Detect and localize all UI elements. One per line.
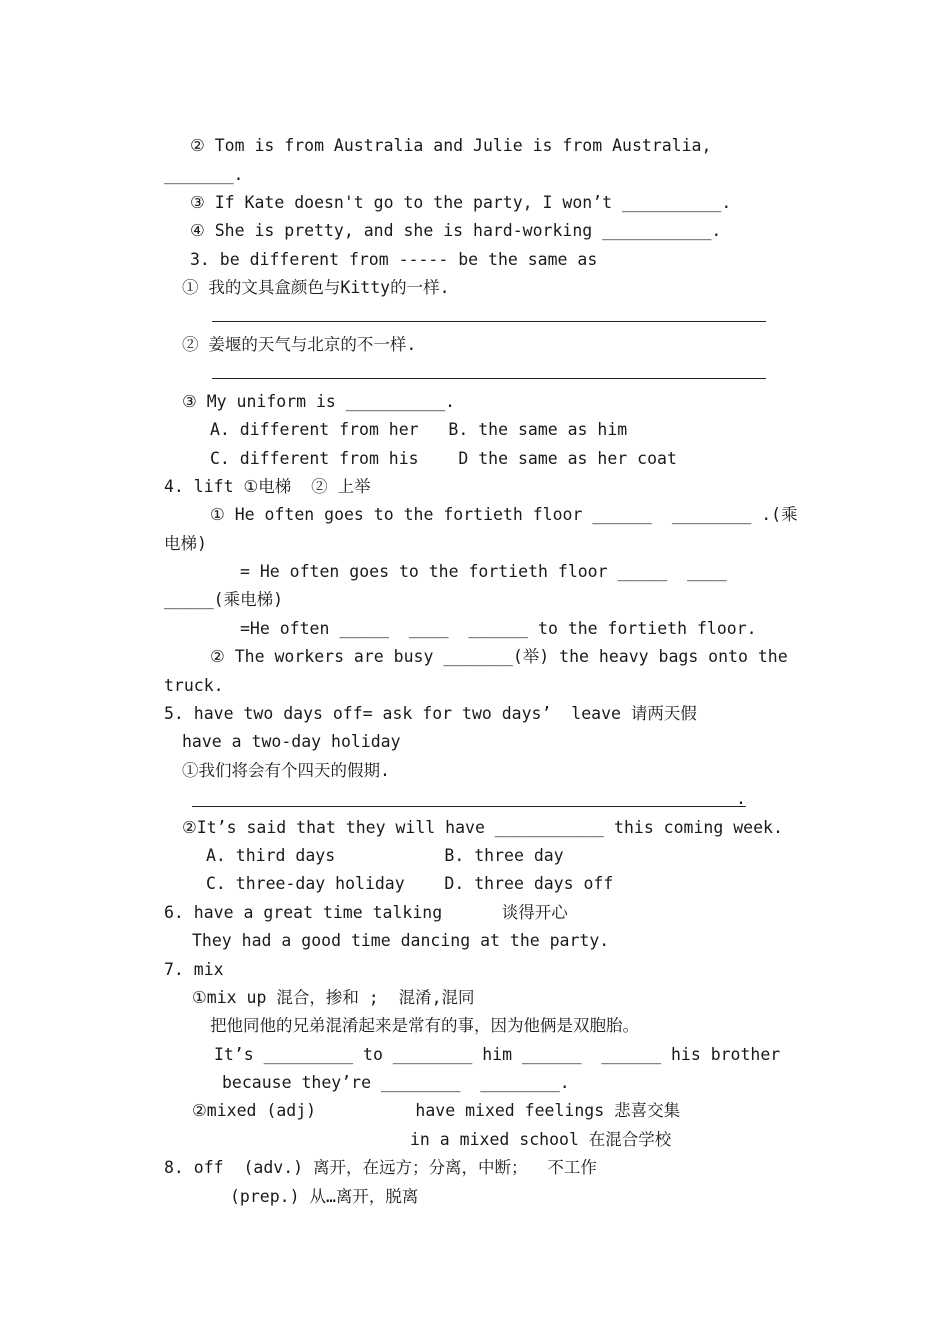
text-line-20: ②It’s said that they will have ___________ this coming week. [182,818,783,837]
text-line-18: have a two-day holiday [182,732,401,751]
text-line-17: 5. have two days off= ask for two days’ leave 请两天假 [164,704,697,723]
text-line-26: It’s _________ to ________ him ______ ______ his brother [214,1045,781,1064]
text-line-27: because they’re ________ ________. [222,1073,570,1092]
text-line-12: = He often goes to the fortieth floor _____ ____ [240,562,727,581]
text-line-8: ③ My uniform is __________. [182,392,456,411]
text-line-31: (prep.) 从…离开，脱离 [230,1187,419,1206]
text-line-11: 电梯) [164,534,207,553]
text-line-29: in a mixed school 在混合学校 [410,1130,672,1149]
text-line-14: =He often _____ ____ ______ to the fortieth floor. [240,619,757,638]
text-line-5: 3. be different from ----- be the same as [190,250,598,269]
text-line-6: ① 我的文具盒颜色与Kitty的一样. [182,278,450,297]
text-line-2: _______. [164,165,244,184]
answer-line-3-period: . [736,789,746,808]
text-line-23: 7. mix [164,960,224,979]
option-line-4: C. three-day holiday D. three days off [206,874,614,893]
text-line-19: ①我们将会有个四天的假期. [182,761,390,780]
text-line-10: ① He often goes to the fortieth floor ______ ________ .(乘 [210,505,798,524]
option-line-1: A. different from her B. the same as him [210,420,628,439]
text-line-4: ④ She is pretty, and she is hard-working ___________. [190,221,722,240]
text-line-22: They had a good time dancing at the party. [192,931,610,950]
text-line-24: ①mix up 混合，掺和 ; 混淆,混同 [192,988,475,1007]
answer-line-3 [192,806,746,807]
text-line-7: ② 姜堰的天气与北京的不一样. [182,335,417,354]
text-line-9: 4. lift ①电梯 ② 上举 [164,477,371,496]
option-line-2: C. different from his D the same as her coat [210,449,677,468]
text-line-13: _____(乘电梯) [164,590,284,609]
text-line-1: ② Tom is from Australia and Julie is from Australia, [190,136,712,155]
text-line-28: ②mixed (adj) have mixed feelings 悲喜交集 [192,1101,681,1120]
answer-line-2 [212,378,766,379]
text-line-21: 6. have a great time talking 谈得开心 [164,903,568,922]
text-line-16: truck. [164,676,224,695]
text-line-15: ② The workers are busy _______(举) the heavy bags onto the [210,647,788,666]
text-line-30: 8. off (adv.) 离开，在远方；分离，中断； 不工作 [164,1158,597,1177]
text-line-3: ③ If Kate doesn't go to the party, I won’t __________. [190,193,732,212]
option-line-3: A. third days B. three day [206,846,564,865]
text-line-25: 把他同他的兄弟混淆起来是常有的事，因为他俩是双胞胎。 [210,1016,639,1035]
answer-line-1 [212,321,766,322]
